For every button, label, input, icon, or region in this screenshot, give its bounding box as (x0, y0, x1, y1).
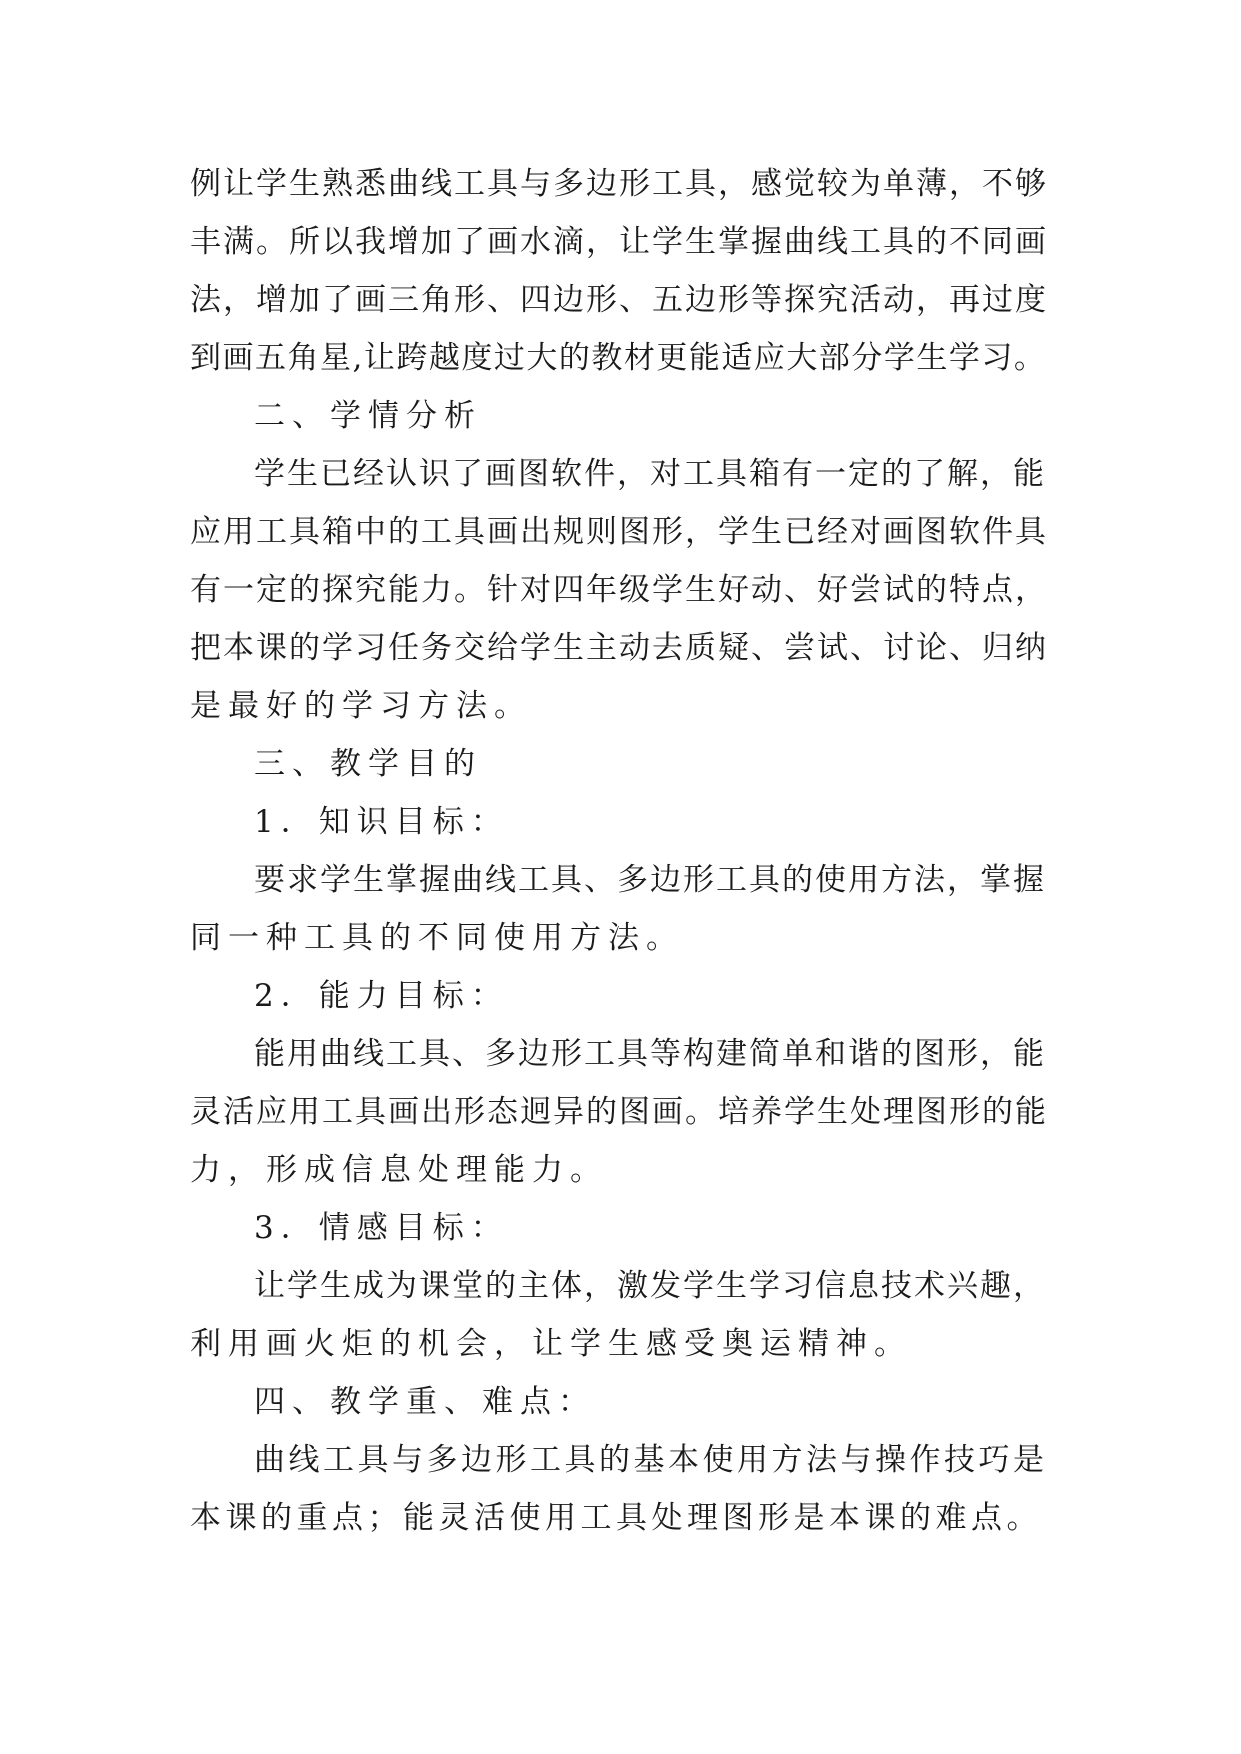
text-line: 有一定的探究能力。针对四年级学生好动、好尝试的特点， (190, 572, 1048, 608)
text-line: 利用画火炬的机会，让学生感受奥运精神。 (190, 1326, 912, 1362)
text-line: 应用工具箱中的工具画出规则图形，学生已经对画图软件具 (190, 514, 1048, 550)
text-line: 要求学生掌握曲线工具、多边形工具的使用方法，掌握 (254, 862, 1046, 898)
subsection-heading: 2．能力目标： (254, 978, 509, 1014)
section-heading: 三、教学目的 (254, 746, 482, 782)
text-line: 丰满。所以我增加了画水滴，让学生掌握曲线工具的不同画 (190, 224, 1048, 260)
section-heading: 二、学情分析 (254, 398, 482, 434)
text-line: 曲线工具与多边形工具的基本使用方法与操作技巧是 (254, 1442, 1048, 1478)
text-line: 灵活应用工具画出形态迥异的图画。培养学生处理图形的能 (190, 1094, 1048, 1130)
text-line: 把本课的学习任务交给学生主动去质疑、尝试、讨论、归纳 (190, 630, 1048, 666)
text-line: 让学生成为课堂的主体，激发学生学习信息技术兴趣， (254, 1268, 1046, 1304)
text-line: 是最好的学习方法。 (190, 688, 532, 724)
text-line: 学生已经认识了画图软件，对工具箱有一定的了解，能 (254, 456, 1046, 492)
text-line: 能用曲线工具、多边形工具等构建简单和谐的图形，能 (254, 1036, 1046, 1072)
text-line: 本课的重点；能灵活使用工具处理图形是本课的难点。 (190, 1500, 1042, 1536)
text-line: 法，增加了画三角形、四边形、五边形等探究活动，再过度 (190, 282, 1048, 318)
document-body (190, 155, 1052, 1547)
subsection-heading: 1．知识目标： (254, 804, 509, 840)
section-heading: 四、教学重、难点： (254, 1384, 596, 1420)
text-line: 到画五角星,让跨越度过大的教材更能适应大部分学生学习。 (190, 340, 1047, 376)
subsection-heading: 3．情感目标： (254, 1210, 509, 1246)
text-line: 力，形成信息处理能力。 (190, 1152, 608, 1188)
text-line: 例让学生熟悉曲线工具与多边形工具，感觉较为单薄，不够 (190, 166, 1048, 202)
text-line: 同一种工具的不同使用方法。 (190, 920, 684, 956)
